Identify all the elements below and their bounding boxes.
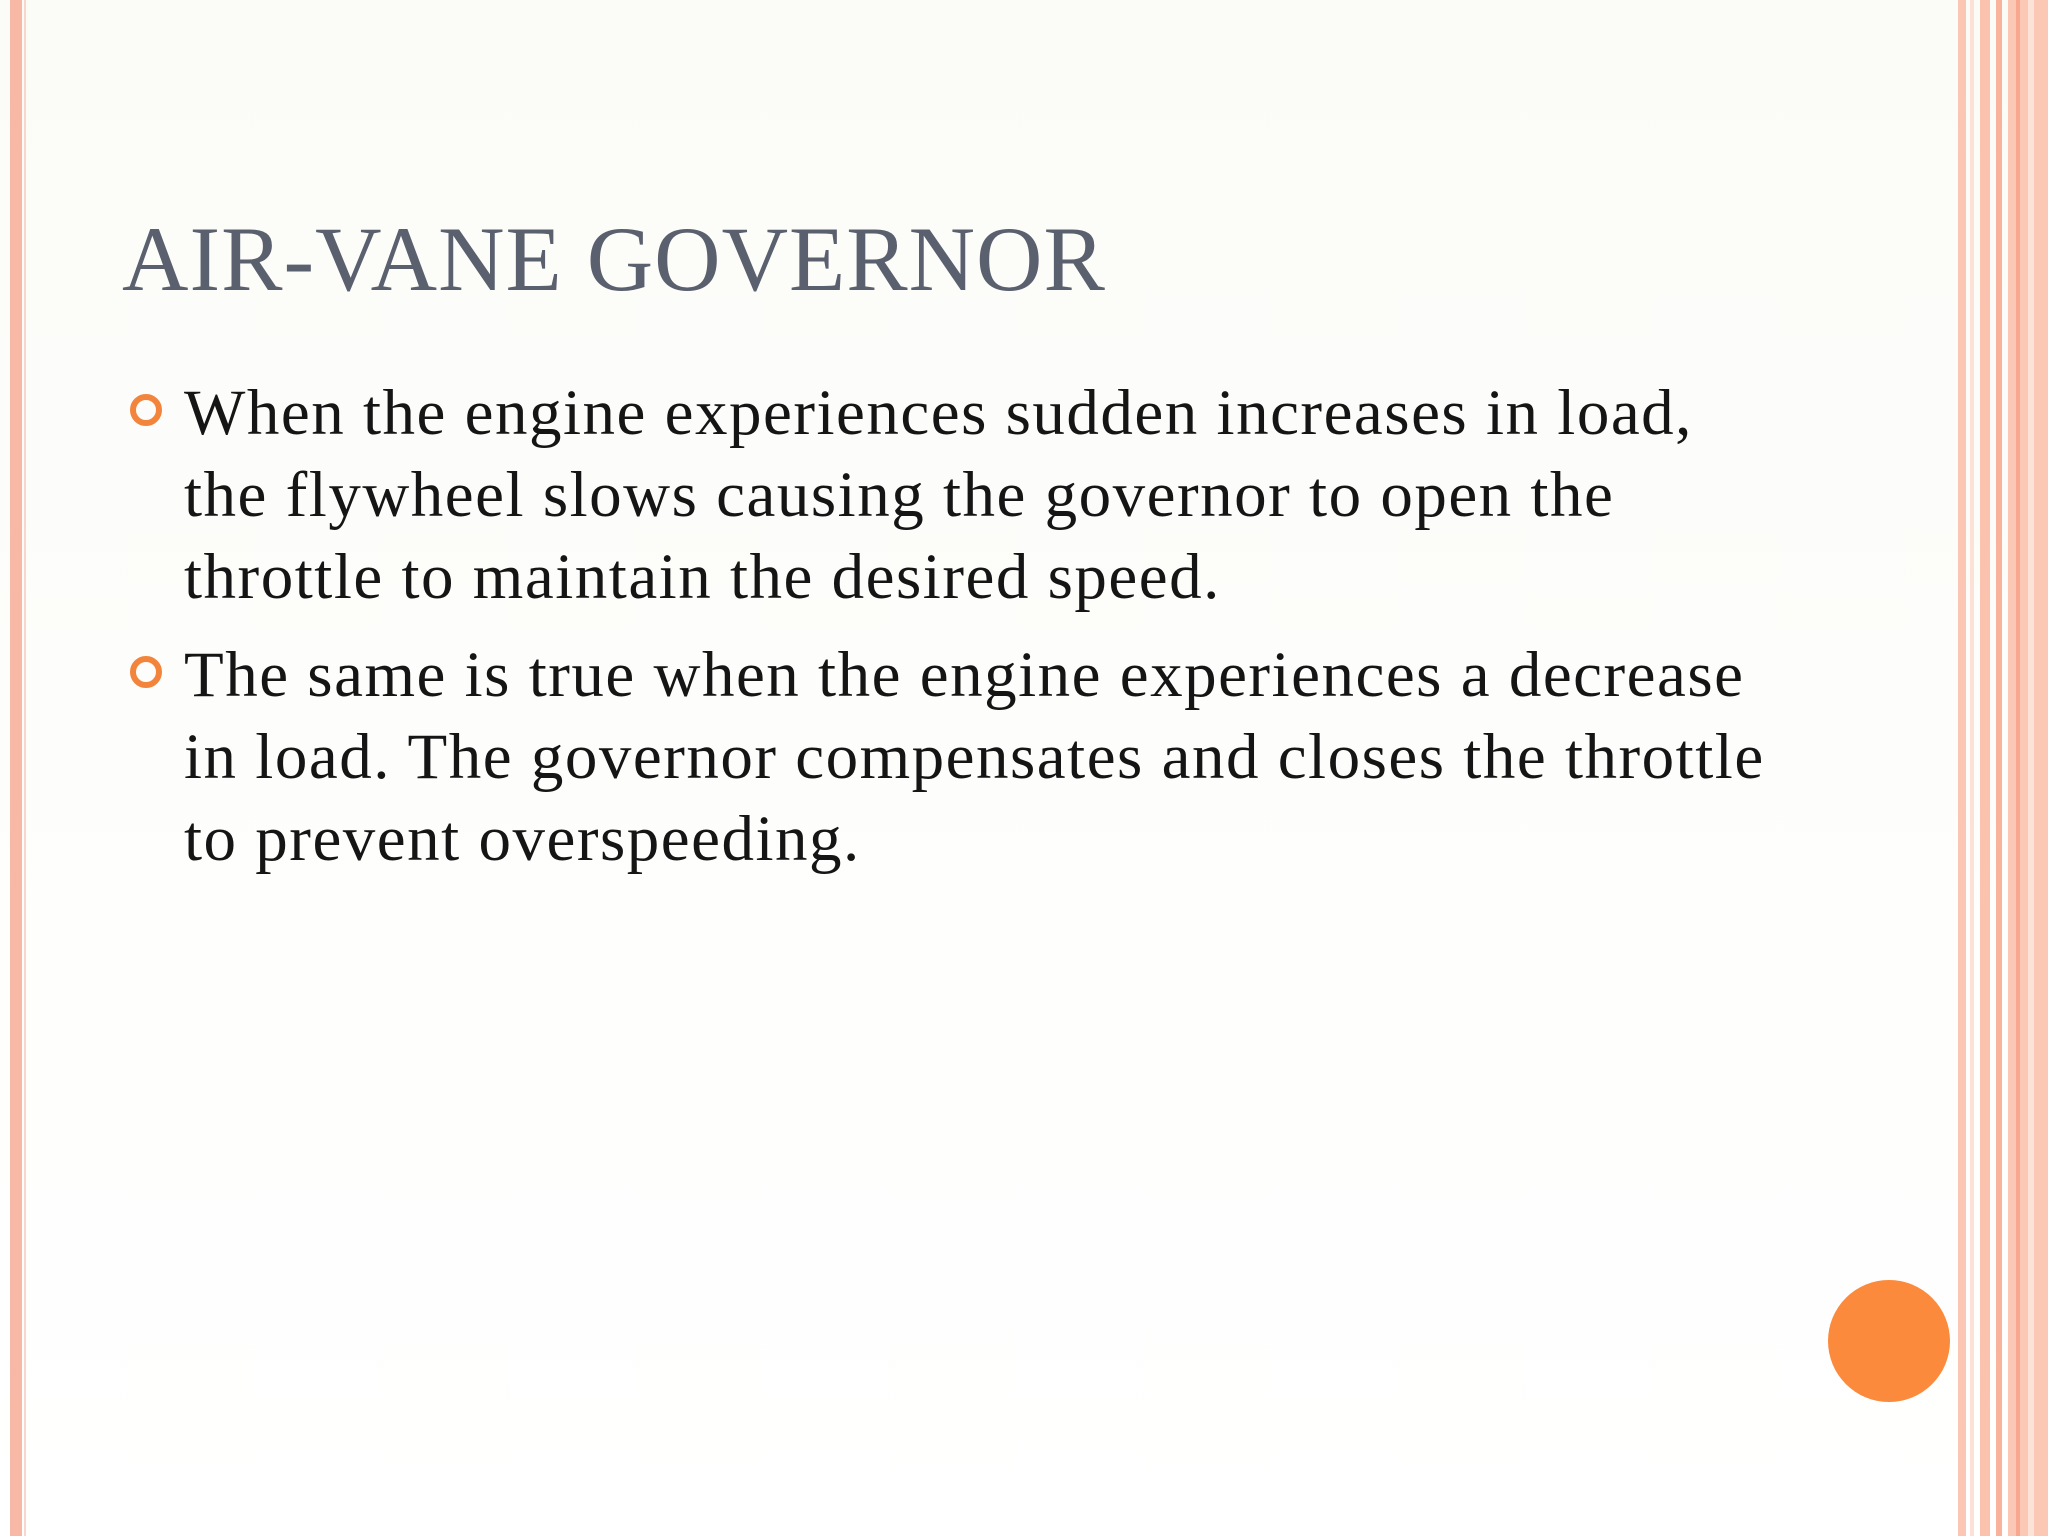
right-stripe — [2016, 0, 2020, 1536]
bullet-item — [128, 634, 1768, 880]
left-border-thin-stripe — [24, 0, 26, 1536]
circle-ring-bullet-icon — [130, 656, 162, 688]
circle-ring-bullet-icon — [130, 394, 162, 426]
right-stripe — [1970, 0, 1974, 1536]
bullet-text: The same is true when the engine experiences a decrease in load. The governor compensates and closes the throttle to prevent overspeeding. — [184, 639, 1765, 875]
right-stripe — [1980, 0, 1990, 1536]
slide-title: AIR-VANE GOVERNOR — [122, 208, 1106, 310]
right-stripe — [1958, 0, 1966, 1536]
bullet-list — [128, 372, 1768, 896]
right-stripe — [1996, 0, 2002, 1536]
bullet-text: When the engine experiences sudden increases in load, the flywheel slows causing the governor to open the throttle to maintain the desired speed. — [184, 377, 1693, 613]
orange-circle-decoration — [1828, 1280, 1950, 1402]
right-border-stripes — [1956, 0, 2048, 1536]
left-border-stripe — [10, 0, 22, 1536]
right-stripe — [2028, 0, 2034, 1536]
bullet-item — [128, 372, 1768, 618]
